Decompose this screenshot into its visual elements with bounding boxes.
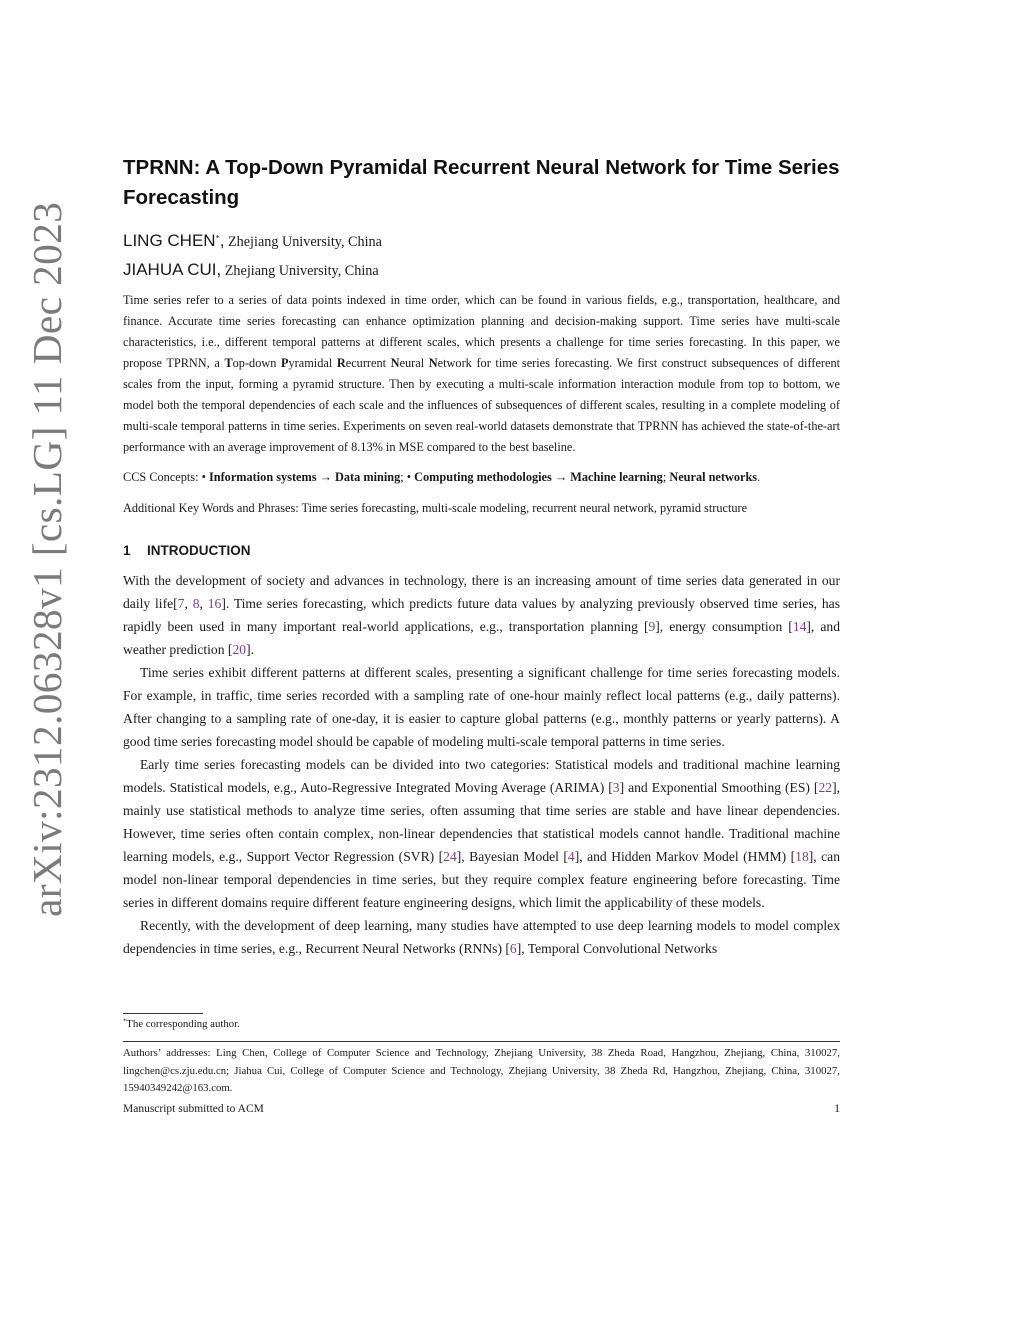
ccs-concept: Information systems → Data mining	[208, 470, 401, 484]
citation-link[interactable]: 24	[443, 849, 457, 864]
paragraph: Time series exhibit different patterns at different scales, presenting a significant challenge for time series forecasting models. For example, in traffic, time series recorded with a sampling rate of one-hour mainly reflect local patterns (e.g., daily patterns). After changing to a sampling rate of one-day, it is easier to capture global patterns (e.g., monthly patterns or yearly patterns). A good time series forecasting model should be capable of modeling multi-scale temporal patterns in time series.	[123, 665, 840, 749]
author-name: JIAHUA CUI	[123, 260, 217, 279]
address-rule	[123, 1041, 840, 1042]
citation-link[interactable]: 14	[792, 619, 807, 634]
ccs-concept: Computing methodologies → Machine learning	[414, 470, 663, 484]
author-name: LING CHEN	[123, 231, 216, 250]
page-number: 1	[834, 1103, 840, 1115]
citation-link[interactable]: 18	[795, 849, 809, 864]
footnote-rule	[123, 1013, 203, 1014]
corresponding-mark: *	[215, 233, 220, 243]
author-affiliation: Zhejiang University, China	[228, 234, 382, 250]
paragraph: Early time series forecasting models can be divided into two categories: Statistical models and traditional machine learning models. Statistical models, e.g., Auto-Regressive Integrated Moving Average (ARIMA) [3] and Exponential Smoothing (ES) [22], mainly use statistical methods to analyze time series, often assuming that time series are stable and have linear dependencies. However, time series often contain complex, non-linear dependencies that statistical models cannot handle. Traditional machine learning models, e.g., Support Vector Regression (SVR) [24], Bayesian Model [4], and Hidden Markov Model (HMM) [18], can model non-linear temporal dependencies in time series, but they require complex feature engineering before forecasting. Time series in different domains require different feature engineering designs, which limit the applicability of these models.	[123, 757, 840, 910]
citation-link[interactable]: 20	[232, 642, 247, 657]
citation-link[interactable]: 9	[648, 619, 656, 634]
abstract: Time series refer to a series of data points indexed in time order, which can be found in various fields, e.g., transportation, healthcare, and finance. Accurate time series forecasting can enhance optimization planning and decision-making support. Time series have multi-scale characteristics, i.e., different temporal patterns at different scales, which presents a challenge for time series forecasting. In this paper, we propose TPRNN, a Top-down Pyramidal Recurrent Neural Network for time series forecasting. We first construct subsequences of different scales from the input, forming a pyramid structure. Then by executing a multi-scale information interaction module from top to bottom, we model both the temporal dependencies of each scale and the influences of subsequences of different scales, resulting in a complete modeling of multi-scale temporal patterns in time series. Experiments on seven real-world datasets demonstrate that TPRNN has achieved the state-of-the-art performance with an average improvement of 8.13% in MSE compared to the best baseline.	[123, 293, 841, 454]
paragraph: With the development of society and advances in technology, there is an increasing amount of time series data generated in our daily life[7, 8, 16]. Time series forecasting, which predicts future data values by analyzing previously observed time series, has rapidly been used in many important real-world applications, e.g., transportation planning [9], energy consumption [14], and weather prediction [20].	[123, 573, 840, 657]
footer-venue: Manuscript submitted to ACM	[123, 1103, 264, 1115]
author-entry: LING CHEN*, Zhejiang University, China	[123, 231, 382, 250]
section-number: 1	[123, 543, 131, 558]
arxiv-identifier[interactable]: arXiv:2312.06328v1 [cs.LG] 11 Dec 2023	[24, 201, 70, 917]
citation-link[interactable]: 8	[192, 596, 200, 611]
paragraph: Recently, with the development of deep learning, many studies have attempted to use deep learning models to model complex dependencies in time series, e.g., Recurrent Neural Networks (RNNs) [6], Temporal Convolutional Networks	[123, 918, 840, 956]
paper-title: TPRNN: A Top-Down Pyramidal Recurrent Neural Network for Time Series Forecasting	[123, 156, 840, 209]
section-title: INTRODUCTION	[147, 543, 251, 558]
section-body	[123, 569, 840, 960]
authors-addresses: Authors’ addresses: Ling Chen, College of Computer Science and Technology, Zhejiang University, 38 Zheda Road, Hangzhou, Zhejiang, China, 310027, lingchen@cs.zju.edu.cn; Jiahua Cui, College of Computer Science and Technology, Zhejiang University, 38 Zheda Rd, Hangzhou, Zhejiang, China, 310027, 15940349242@163.com.	[123, 1047, 840, 1094]
ccs-concept: Neural networks	[669, 470, 758, 484]
ccs-concepts: CCS Concepts: • Information systems → Data mining; • Computing methodologies → Machine learning; Neural networks.	[123, 470, 761, 484]
citation-link[interactable]: 16	[207, 596, 222, 611]
citation-link[interactable]: 22	[818, 780, 833, 795]
author-entry: JIAHUA CUI, Zhejiang University, China	[123, 260, 379, 279]
page-footer	[123, 1101, 840, 1117]
footnote-mark: *	[123, 1017, 127, 1025]
section-heading	[123, 541, 840, 561]
author-affiliation: Zhejiang University, China	[224, 263, 379, 279]
citation-link[interactable]: 4	[567, 849, 575, 864]
author-list	[123, 227, 840, 285]
citation-link[interactable]: 3	[612, 780, 620, 795]
keywords: Additional Key Words and Phrases: Time series forecasting, multi-scale modeling, recurrent neural network, pyramid structure	[123, 501, 748, 515]
footnote: *The corresponding author.	[123, 1017, 240, 1030]
citation-link[interactable]: 7	[177, 596, 185, 611]
citation-link[interactable]: 6	[509, 941, 517, 956]
